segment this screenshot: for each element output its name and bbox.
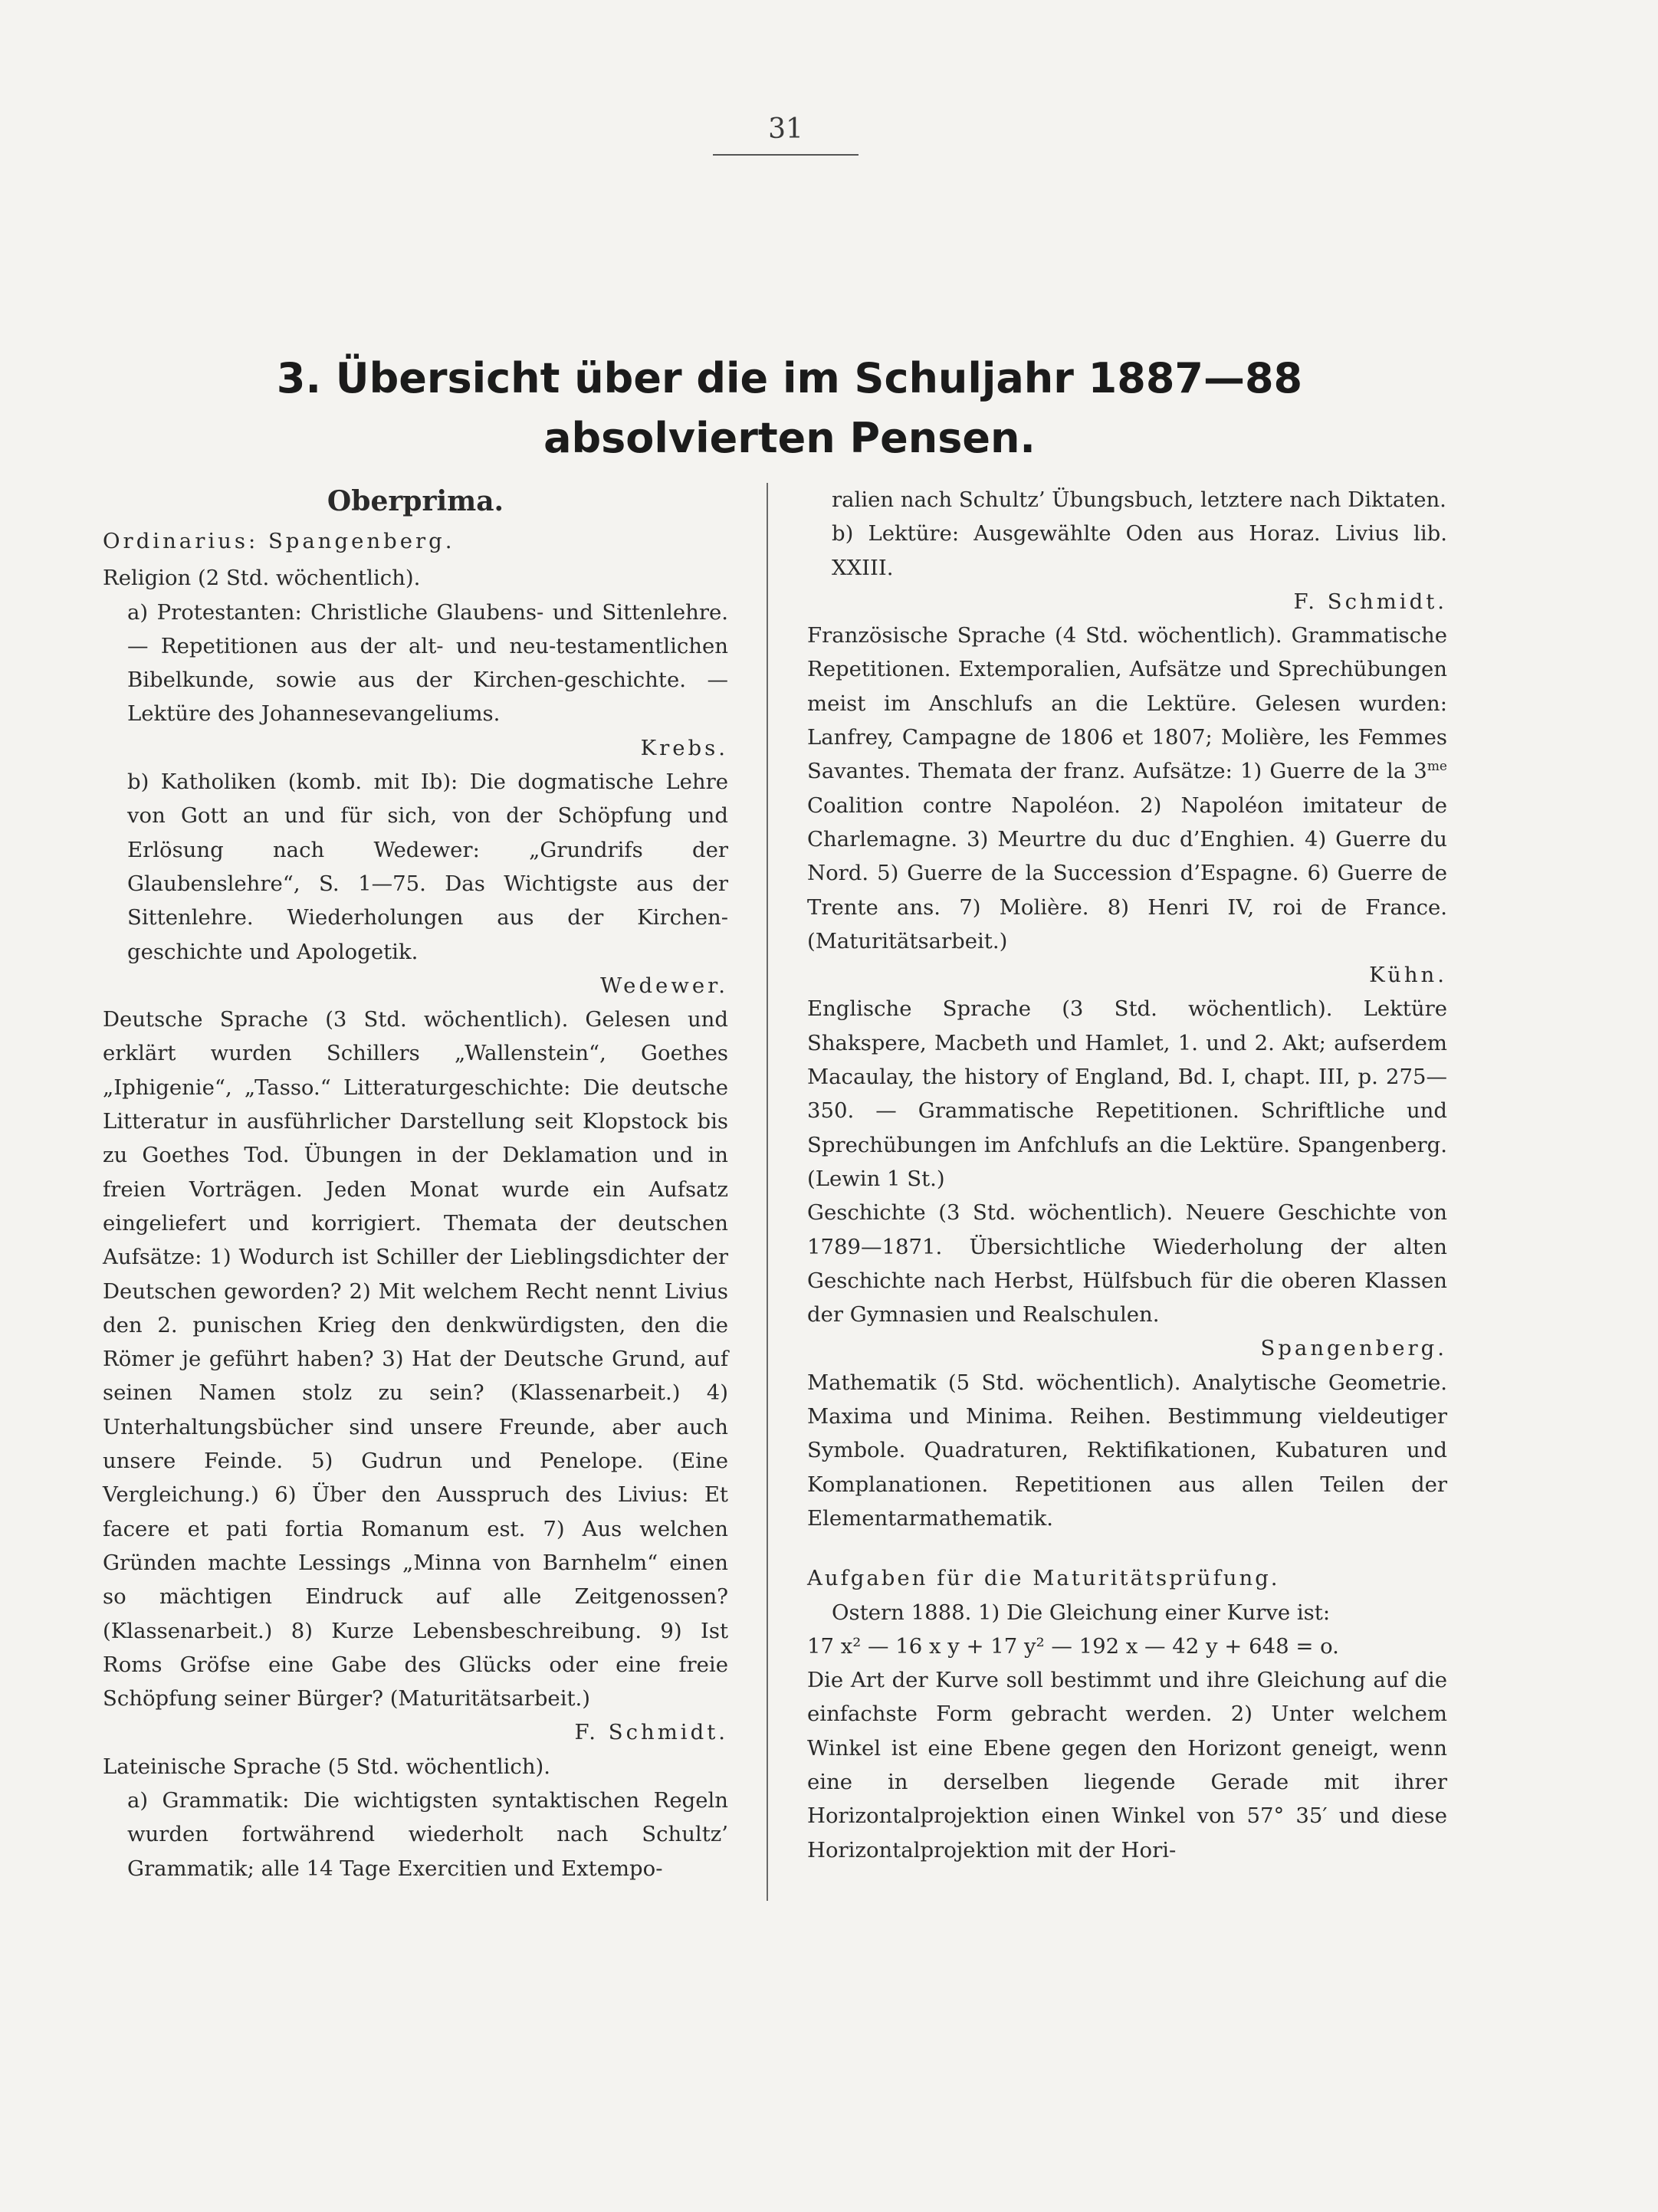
geschichte-section: Geschichte (3 Std. wöchentlich). Neuere Geschichte von 1789—1871. Übersichtliche Wiederholung der alten Geschichte nach Herbst, Hülfsbuch für die oberen Klassen der Gymnasien und Realschulen. [807,1200,1447,1328]
latein-lektuere: b) Lektüre: Ausgewählte Oden aus Horaz. Livius lib. XXIII. [832,521,1447,580]
aufgaben-heading: Aufgaben für die Maturitätsprüfung. [807,1566,1280,1591]
franz-text-a: Französische Sprache (4 Std. wöchentlich). Grammatische Repetitionen. Extemporalien, Aufsätze und Sprechübungen meist im Anschlufs an die Lektüre. Gelesen wurden: Lanfrey, Campagne de 1806 et 1807; Molière, les Femmes Savantes. Themata der franz. Aufsätze: 1) Guerre de la 3 [807,623,1447,784]
aufgaben-text: Die Art der Kurve soll bestimmt und ihre Gleichung auf die einfachste Form gebracht werden. 2) Unter welchem Winkel ist eine Ebene gegen den Horizont geneigt, wenn eine in derselben liegende Gerade mit ihrer Horizontalprojektion einen Winkel von 57° 35′ und diese Horizontalprojektion mit der Hori- [807,1668,1447,1862]
ordinarius: Ordinarius: Spangenberg. [103,529,455,553]
mathematik-section: Mathematik (5 Std. wöchentlich). Analytische Geometrie. Maxima und Minima. Reihen. Bestimmung vieldeutiger Symbole. Quadraturen, Rektifikationen, Kubaturen und Komplanationen. Repetitionen aus allen Teilen der Elementarmathematik. [807,1370,1447,1531]
deutsch-section: Deutsche Sprache (3 Std. wöchentlich). Gelesen und erklärt wurden Schillers „Wallenstein“, Goethes „Iphigenie“, „Tasso.“ Litteraturgeschichte: Die deutsche Litteratur in ausführlicher Darstellung seit Klopstock bis zu Goethes Tod. Übungen in der Deklamation und in freien Vorträgen. Jeden Monat wurde ein Aufsatz eingeliefert und korrigiert. Themata der deutschen Aufsätze: 1) Wodurch ist Schiller der Lieblingsdichter der Deutschen geworden? 2) Mit welchem Recht nennt Livius den 2. punischen Krieg den denkwürdigsten, den die Römer je geführt haben? 3) Hat der Deutsche Grund, auf seinen Namen stolz zu sein? (Klassenarbeit.) 4) Unterhaltungsbücher sind unsere Freunde, aber auch unsere Feinde. 5) Gudrun und Penelope. (Eine Vergleichung.) 6) Über den Ausspruch des Livius: Et facere et pati fortia Romanum est. 7) Aus welchen Gründen machte Lessings „Minna von Barnhelm“ einen so mächtigen Eindruck auf alle Zeitgenossen? (Klassenarbeit.) 8) Kurze Lebensbeschreibung. 9) Ist Roms Gröfse eine Gabe des Glücks oder eine freie Schöpfung seiner Bürger? (Maturitätsarbeit.) [103,1007,728,1712]
latein-grammatik: a) Grammatik: Die wichtigsten syntaktischen Regeln wurden fortwährend wiederholt nach Schultz’ Grammatik; alle 14 Tage Exercitien und Extempo- [127,1787,728,1881]
franz-sup: me [1427,759,1447,775]
franz-section [807,619,1447,958]
aufgaben-equation: 17 x² — 16 x y + 17 y² — 192 x — 42 y + 648 = o. [807,1633,1339,1659]
religion-protestant: a) Protestanten: Christliche Glaubens- und Sittenlehre. — Repetitionen aus der alt- und neu-testamentlichen Bibelkunde, sowie aus der Kirchen-geschichte. — Lektüre des Johannesevangeliums. [127,599,728,727]
religion-catholic: b) Katholiken (komb. mit Ib): Die dogmatische Lehre von Gott an und für sich, von der Schöpfung und Erlösung nach Wedewer: „Grundrifs der Glaubenslehre“, S. 1—75. Das Wichtigste aus der Sittenlehre. Wiederholungen aus der Kirchen-geschichte und Apologetik. [127,770,728,964]
englisch-section: Englische Sprache (3 Std. wöchentlich). Lektüre Shakspere, Macbeth und Hamlet, 1. und 2. Akt; aufserdem Macaulay, the history of England, Bd. I, chapt. III, p. 275—350. — Grammatische Repetitionen. Schriftliche und Sprechübungen im Anfchlufs an die Lektüre. Spangenberg. (Lewin 1 St.) [807,996,1447,1191]
religion-protestant-teacher: Krebs. [640,735,728,760]
title-line-1: 3. Übersicht über die im Schuljahr 1887—88 [276,354,1303,402]
geschichte-teacher: Spangenberg. [1260,1336,1447,1361]
latein-continued: ralien nach Schultz’ Übungsbuch, letztere nach Diktaten. [832,487,1446,512]
latein-heading: Lateinische Sprache (5 Std. wöchentlich). [103,1754,550,1779]
religion-heading: Religion (2 Std. wöchentlich). [103,566,421,591]
right-column [807,483,1447,1867]
page-title [153,349,1426,468]
franz-text-b: Coalition contre Napoléon. 2) Napoléon imitateur de Charlemagne. 3) Meurtre du duc d’Enghien. 4) Guerre du Nord. 5) Guerre de la Succession d’Espagne. 6) Guerre de Trente ans. 7) Molière. 8) Henri IV, roi de France. (Maturitätsarbeit.) [807,793,1447,953]
column-divider [767,483,768,1901]
title-line-2: absolvierten Pensen. [543,414,1036,462]
franz-teacher: Kühn. [1369,963,1447,988]
latein-teacher: F. Schmidt. [1293,589,1447,614]
deutsch-teacher: F. Schmidt. [574,1720,728,1745]
class-heading: Oberprima. [327,485,504,517]
aufgaben-intro: Ostern 1888. 1) Die Gleichung einer Kurve ist: [832,1600,1331,1625]
page-number: 31 [713,113,859,156]
left-column [103,483,728,1885]
religion-catholic-teacher: Wedewer. [600,973,728,998]
